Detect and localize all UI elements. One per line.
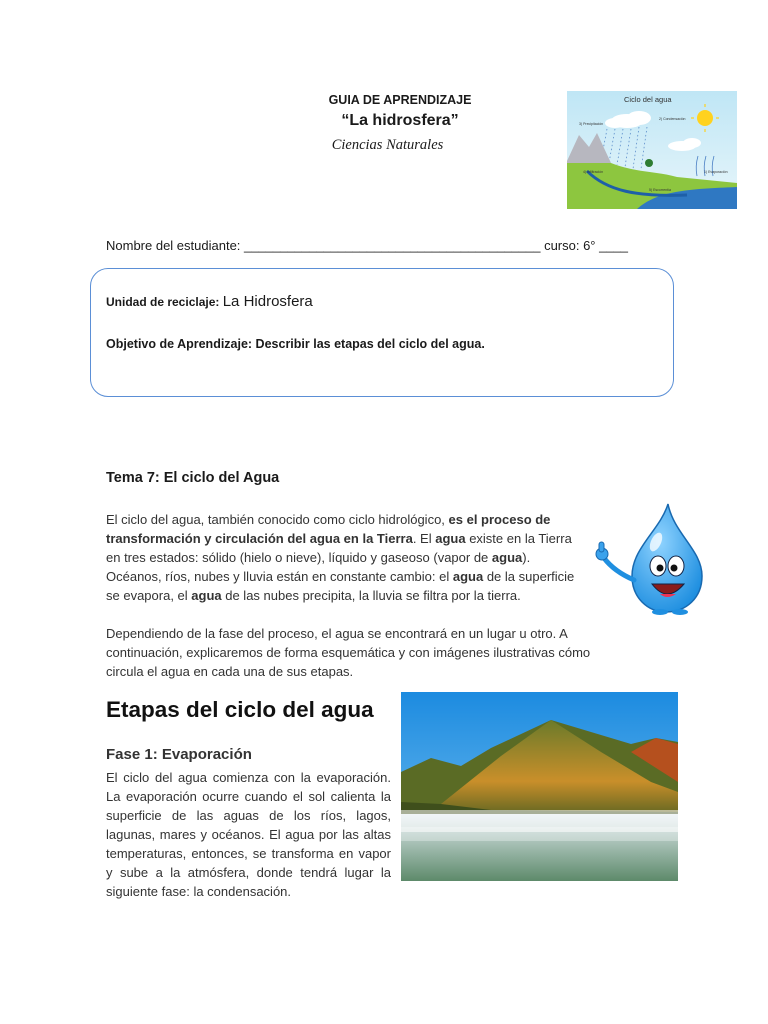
unit-line (106, 293, 313, 310)
section-title: Etapas del ciclo del agua (106, 697, 374, 722)
svg-text:5) Escorrentía: 5) Escorrentía (649, 188, 671, 192)
unit-label: Unidad de reciclaje: (106, 295, 220, 309)
unit-value: La Hidrosfera (222, 293, 313, 310)
student-name-line: Nombre del estudiante: _________________________________________ curso: 6° ____ (106, 238, 629, 253)
water-drop-mascot (590, 500, 708, 618)
subject-name: Ciencias Naturales (331, 137, 444, 153)
phase-text: El ciclo del agua comienza con la evaporación. La evaporación ocurre cuando el sol calienta la superficie de las aguas de los ríos, lagos, lagunas, mares y océanos. El agua por las altas temperaturas, entonces, se transforma en vapor y sube a la atmósfera, donde tendrá lugar la siguiente fase: la condensación. (106, 770, 391, 899)
svg-text:4) Infiltración: 4) Infiltración (583, 170, 604, 174)
objective: Objetivo de Aprendizaje: Describir las etapas del ciclo del agua. (106, 337, 485, 351)
guide-title: GUIA DE APRENDIZAJE (328, 93, 472, 107)
topic-title: Tema 7: El ciclo del Agua (106, 470, 280, 486)
unit-box (90, 268, 674, 397)
intro-paragraph-2: Dependiendo de la fase del proceso, el agua se encontrará en un lugar u otro. A continuación, explicaremos de forma esquemática y con imágenes ilustrativas cómo circula el agua en cada una de sus etapas. (106, 626, 591, 679)
svg-text:1) Evaporación: 1) Evaporación (704, 170, 728, 174)
svg-text:2) Condensación: 2) Condensación (659, 117, 686, 121)
svg-text:3) Precipitación: 3) Precipitación (579, 122, 604, 126)
guide-subtitle: “La hidrosfera” (341, 112, 459, 129)
evaporation-landscape-photo (401, 692, 678, 881)
phase-title: Fase 1: Evaporación (106, 746, 252, 763)
water-cycle-image (567, 91, 737, 209)
sun-icon (697, 110, 713, 126)
cycle-title: Ciclo del agua (624, 95, 672, 104)
intro-paragraph: El ciclo del agua, también conocido como ciclo hidrológico, es el proceso de transformación y circulación del agua en la Tierra. El agua existe en la Tierra en tres estados: sólido (hielo o nieve), líquido y gaseoso (vapor de agua). Océanos, ríos, nubes y lluvia están en constante cambio: el agua de la superficie se evapora, el agua de las nubes precipita, la lluvia se filtra por la tierra. (106, 512, 575, 603)
